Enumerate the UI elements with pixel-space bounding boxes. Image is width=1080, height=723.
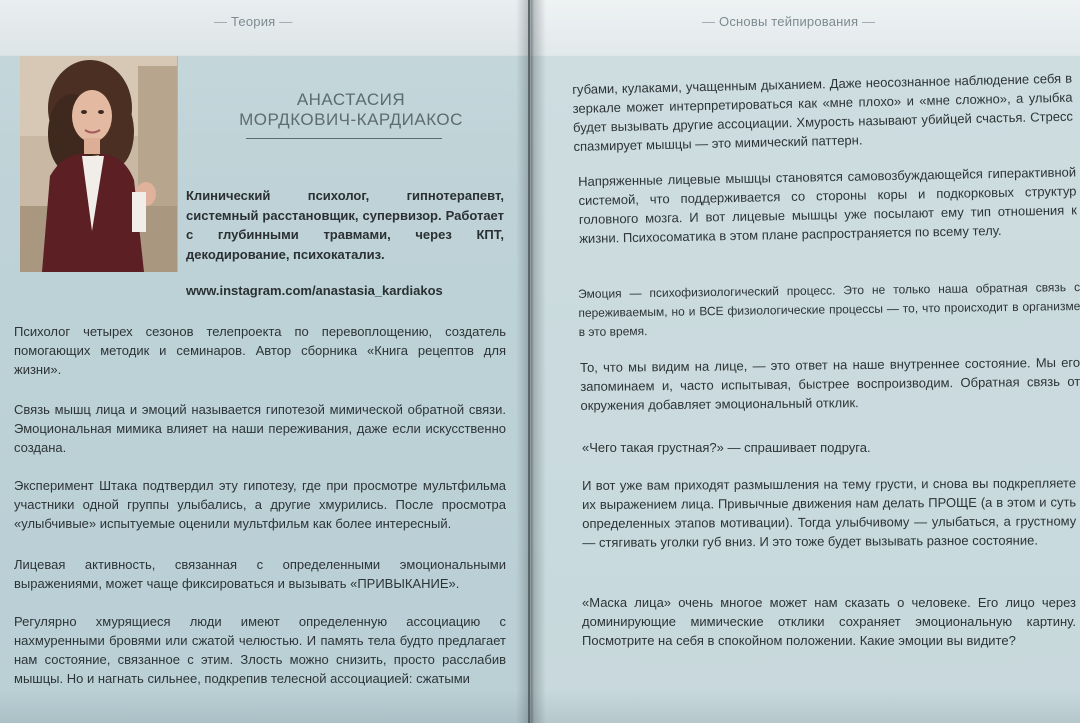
paragraph: «Маска лица» очень многое может нам сказать о человеке. Его лицо через доминирующие мимические отклики сохраняет эмоциональную картину. Посмотрите на себя в спокойном положении. Какие эмоции вы видите? [582,595,1076,648]
author-last-name: МОРДКОВИЧ-КАРДИАКОС [239,110,463,129]
bottom-shadow [0,690,1080,723]
instagram-link[interactable]: www.instagram.com/anastasia_kardiakos [186,283,443,298]
running-head-right-text: Основы тейпирования [719,14,859,29]
paragraph: Напряженные лицевые мышцы становятся самовозбуждающейся гиперактивной системой, что поддерживается со стороны коры и подкорковых структур головного мозга. И вот лицевые мышцы уже посылают ему тип отношения к жизни. Психосоматика в этом плане распространяется по всему телу. [578,164,1077,246]
paragraph: Лицевая активность, связанная с определенными эмоциональными выражениями, может чаще фиксироваться и вызывать «ПРИВЫКАНИЕ». [14,557,506,591]
author-first-name: АНАСТАСИЯ [296,90,406,109]
paragraph: Эксперимент Штака подтвердил эту гипотезу, где при просмотре мультфильма участники одной группы улыбались, а другие хмурились. После просмотра «улыбчивые» испытуемые оценили мультфильм как более интересный. [14,478,506,531]
right-page [530,0,1080,723]
running-head-left: — Теория — [214,14,293,29]
author-photo [20,56,178,272]
paragraph: «Чего такая грустная?» — спрашивает подруга. [582,440,871,455]
author-name [206,90,496,130]
running-head-right: — Основы тейпирования — [702,14,876,29]
paragraph: То, что мы видим на лице, — это ответ на наше внутреннее состояние. Мы его запоминаем и, часто испытывая, быстрее воспроизводим. Обратная связь от окружения добавляет эмоциональный отклик. [580,354,1080,413]
paragraph: Связь мышц лица и эмоций называется гипотезой мимической обратной связи. Эмоциональная мимика влияет на наши переживания, даже если искусственно создана. [14,402,506,455]
paragraph: Регулярно хмурящиеся люди имеют определенную ассоциацию с нахмуренными бровями или сжатой челюстью. И память тела будто предлагает нам состояние, связанное с этим. Злость можно снизить, просто расслабив мышцы. Но и нагнать сильнее, подкрепив телесной ассоциацией: сжатыми [14,614,506,686]
running-head-left-text: Теория [231,14,276,29]
name-divider [246,138,442,139]
paragraph: Эмоция — психофизиологический процесс. Это не только наша обратная связь с переживаемым, но и ВСЕ физиологические процессы — то, что происходит в организме в это время. [578,279,1080,339]
book-gutter-shadow [516,0,546,723]
left-page [0,0,528,723]
author-bio: Клинический психолог, гипнотерапевт, системный расстановщик, супервизор. Работает с глубинными травмами, через КПТ, декодирование, психокатализ. [186,188,504,262]
paragraph: И вот уже вам приходят размышления на тему грусти, и снова вы подкрепляете их выражением лица. Привычные движения нам делать ПРОЩЕ (а в этом и суть определенных этапов мотивации). Тогда улыбчивому — улыбаться, а грустному — стягивать уголки губ вниз. И это тоже будет вызывать разное состояние. [582,475,1077,550]
paragraph: Психолог четырех сезонов телепроекта по перевоплощению, создатель помогающих методик и семинаров. Автор сборника «Книга рецептов для жизни». [14,324,506,377]
paragraph: губами, кулаками, учащенным дыханием. Даже неосознанное наблюдение себя в зеркале может интерпретироваться как «мне плохо» и «мне сложно», а улыбка будет вызывать другие ассоциации. Хмурость называют убийцей счастья. Стресс спазмирует мышцы — это мимический паттерн. [572,70,1074,154]
